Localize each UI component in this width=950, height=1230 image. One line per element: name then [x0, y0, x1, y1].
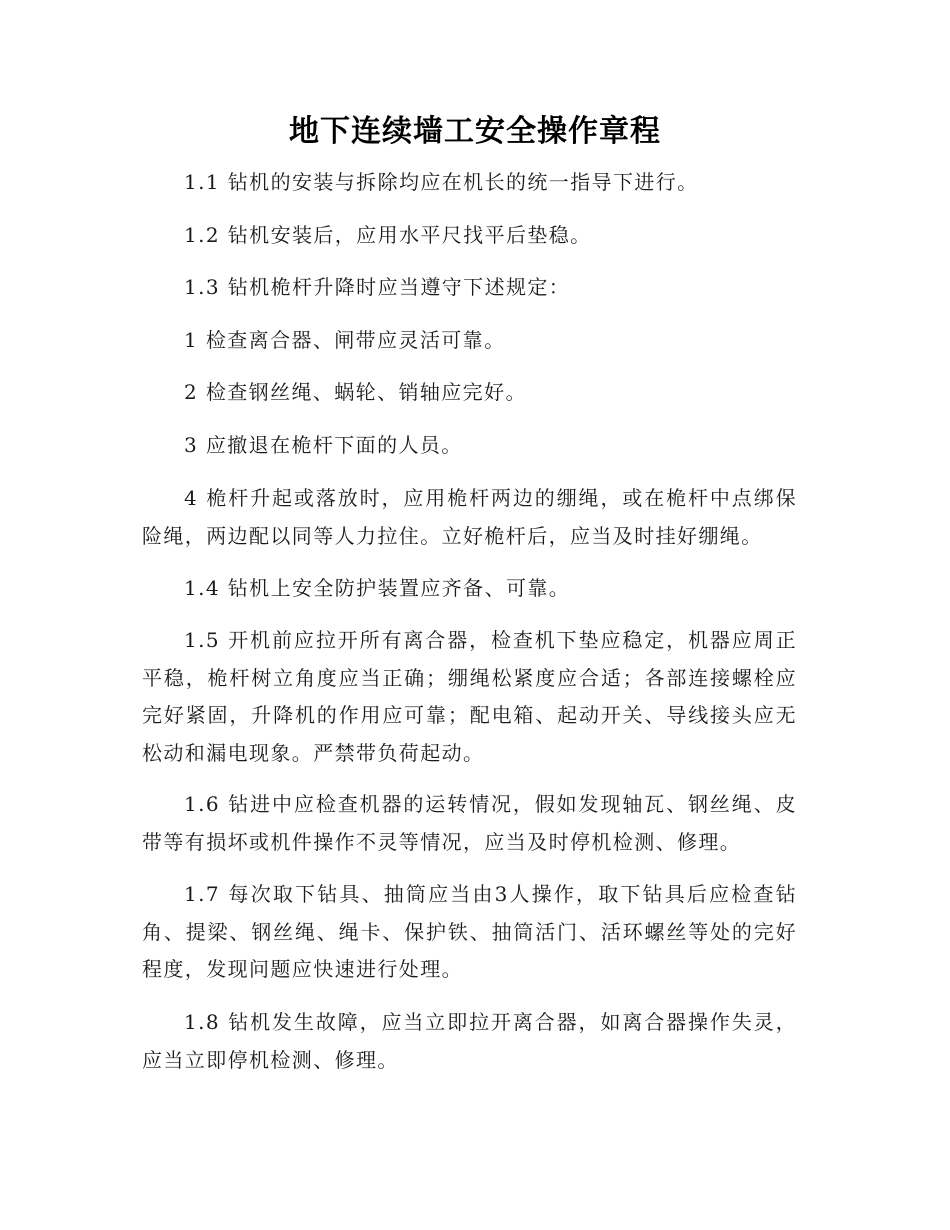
document-title: 地下连续墙工安全操作章程	[289, 114, 661, 149]
paragraph-1-3: 1.3 钻机桅杆升降时应当遵守下述规定：	[184, 275, 571, 299]
paragraph-1-6: 1.6 钻进中应检查机器的运转情况，假如发现轴瓦、钢丝绳、皮带等有损坏或机件操作不灵等情况，应当及时停机检测、修理。	[142, 792, 797, 854]
paragraph-1-1: 1.1 钻机的安装与拆除均应在机长的统一指导下进行。	[184, 170, 699, 194]
paragraph-item-1: 1 检查离合器、闸带应灵活可靠。	[184, 328, 506, 352]
paragraph-1-4: 1.4 钻机上安全防护装置应齐备、可靠。	[184, 576, 571, 600]
paragraph-1-5: 1.5 开机前应拉开所有离合器，检查机下垫应稳定，机器应周正平稳，桅杆树立角度应当正确；绷绳松紧度应合适；各部连接螺栓应完好紧固，升降机的作用应可靠；配电箱、起动开关、导线接头应无松动和漏电现象。严禁带负荷起动。	[142, 628, 797, 765]
paragraph-1-8: 1.8 钻机发生故障，应当立即拉开离合器，如离合器操作失灵，应当立即停机检测、修理。	[142, 1010, 797, 1072]
paragraph-1-2: 1.2 钻机安装后，应用水平尺找平后垫稳。	[184, 223, 592, 247]
paragraph-item-3: 3 应撤退在桅杆下面的人员。	[184, 433, 463, 457]
paragraph-1-7: 1.7 每次取下钻具、抽筒应当由3人操作，取下钻具后应检查钻角、提梁、钢丝绳、绳卡、保护铁、抽筒活门、活环螺丝等处的完好程度，发现问题应快速进行处理。	[142, 882, 797, 981]
paragraph-item-2: 2 检查钢丝绳、蜗轮、销轴应完好。	[184, 380, 527, 404]
paragraph-item-4: 4 桅杆升起或落放时，应用桅杆两边的绷绳，或在桅杆中点绑保险绳，两边配以同等人力拉住。立好桅杆后，应当及时挂好绷绳。	[142, 486, 797, 548]
